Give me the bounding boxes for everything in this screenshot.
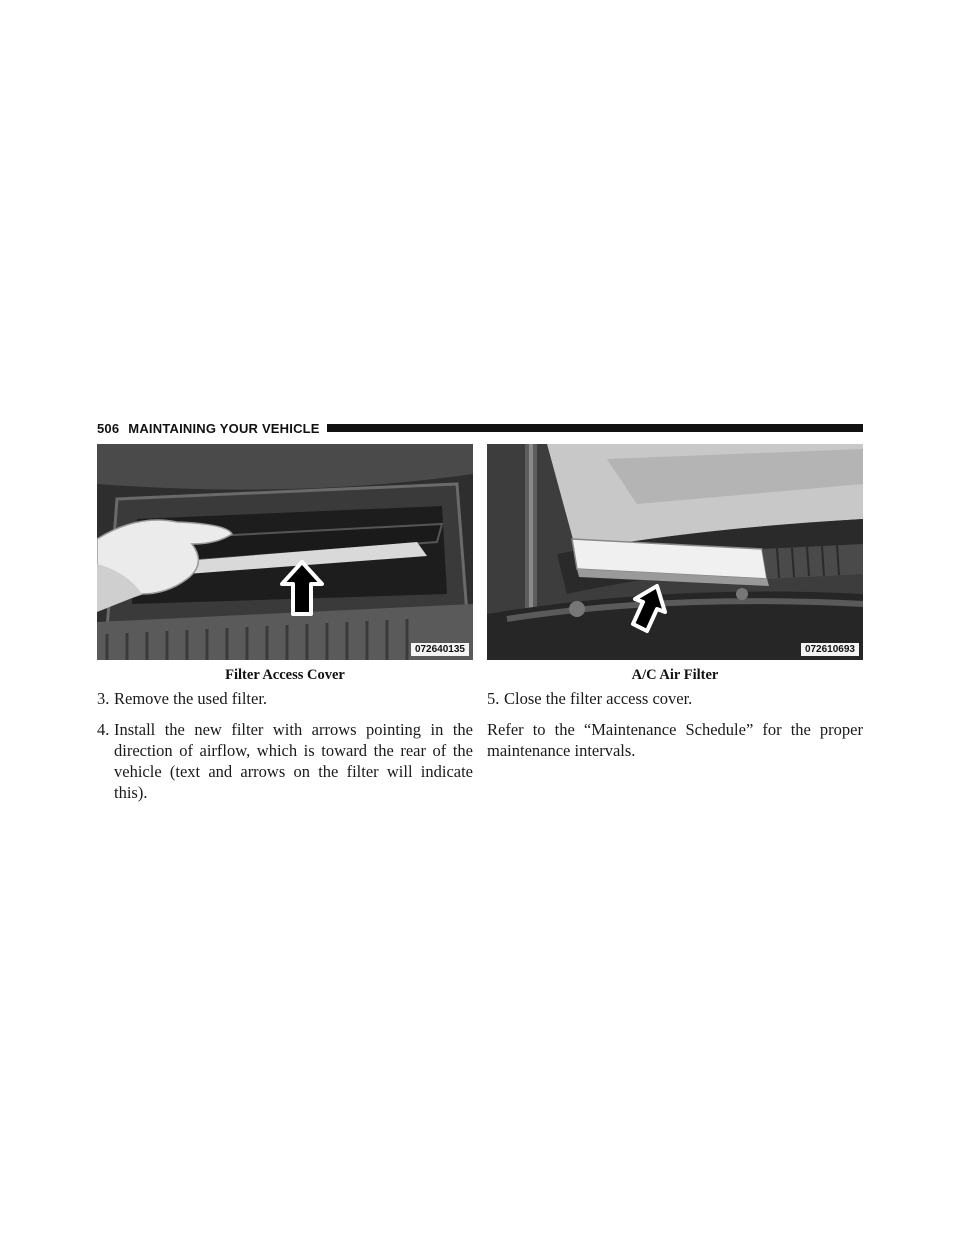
figure-caption: A/C Air Filter [631,667,719,683]
step-number: 5. [487,689,500,708]
page-number: 506 [97,420,120,436]
step-text: Install the new filter with arrows pointing in the direction of airflow, which is toward the rear of the vehicle (text and arrows on the filter will indicate this). [114,720,473,802]
left-column [97,688,473,813]
step-number: 3. [97,689,110,708]
figure-code: 072610693 [801,643,859,656]
step-item [97,688,473,709]
step-item [487,688,863,709]
figure-code: 072640135 [411,643,469,656]
page-header [97,419,863,437]
step-item [97,719,473,803]
figure-caption: Filter Access Cover [225,667,345,683]
filter-access-cover-photo [97,444,473,660]
section-title: MAINTAINING YOUR VEHICLE [128,420,320,436]
step-text: Remove the used filter. [114,689,268,708]
header-rule [327,424,863,432]
ac-air-filter-photo [487,444,863,660]
step-text: Close the filter access cover. [504,689,693,708]
step-number: 4. [97,720,110,739]
right-column [487,688,863,771]
body-paragraph: Refer to the “Maintenance Schedule” for the proper maintenance intervals. [487,720,863,760]
